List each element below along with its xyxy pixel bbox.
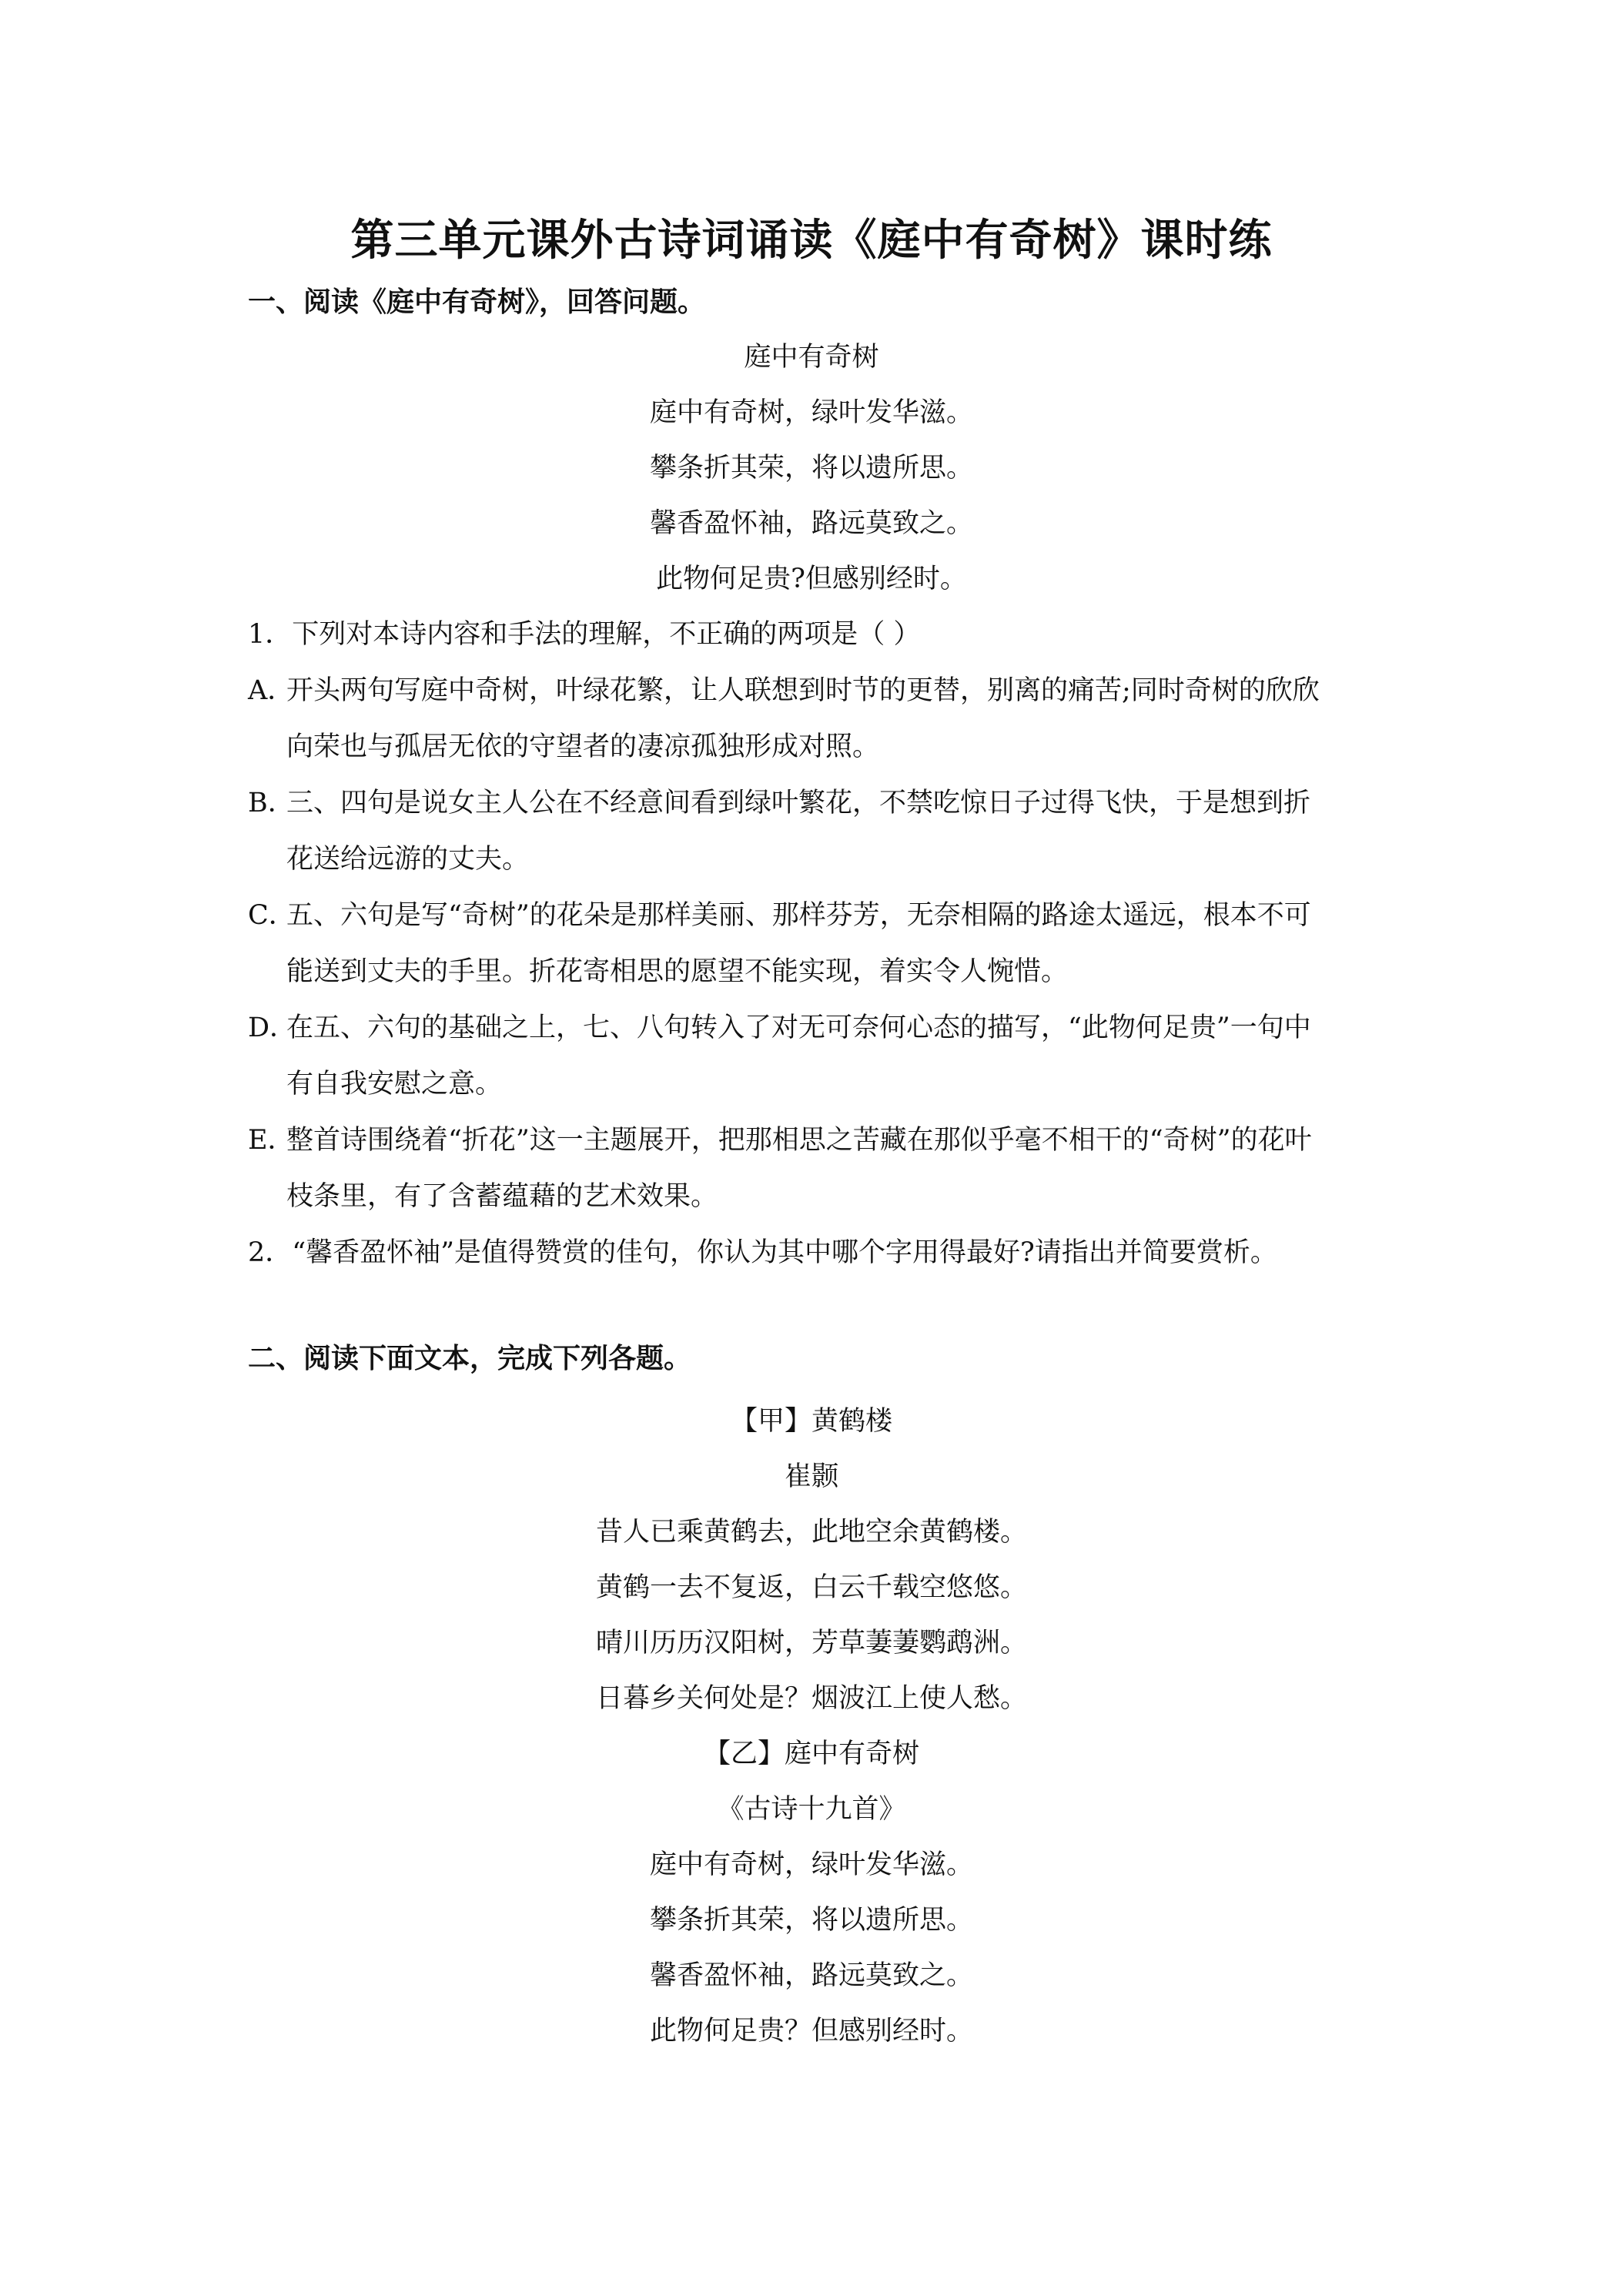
poem-line: 黄鹤一去不复返，白云千载空悠悠。 [595, 1572, 1027, 1603]
poem-line: 此物何足贵?但感别经时。 [656, 564, 967, 594]
poem-line: 昔人已乘黄鹤去，此地空余黄鹤楼。 [595, 1517, 1027, 1548]
option-text: 三、四句是说女主人公在不经意间看到绿叶繁花，不禁吃惊日子过得飞快，于是想到折 [286, 788, 1311, 818]
poem-line: 馨香盈怀袖，路远莫致之。 [649, 508, 973, 539]
option-label: D． [248, 1012, 297, 1043]
poem-line: 馨香盈怀袖，路远莫致之。 [649, 1960, 973, 1991]
poem-line: 日暮乡关何处是？烟波江上使人愁。 [595, 1683, 1027, 1714]
option-text-cont: 向荣也与孤居无依的守望者的凄凉孤独形成对照。 [286, 731, 880, 762]
poem-b [0, 1726, 1623, 2059]
poem-title: 【乙】庭中有奇树 [703, 1739, 919, 1769]
section1-heading: 一、阅读《庭中有奇树》，回答问题。 [248, 286, 706, 318]
option-text-cont: 能送到丈夫的手里。折花寄相思的愿望不能实现，着实令人惋惜。 [286, 956, 1069, 987]
option-a [248, 663, 1387, 775]
poem-line: 庭中有奇树，绿叶发华滋。 [649, 397, 973, 428]
poem-line: 庭中有奇树，绿叶发华滋。 [649, 1849, 973, 1880]
option-text-cont: 花送给远游的丈夫。 [286, 844, 530, 875]
option-text: 整首诗围绕着“折花”这一主题展开，把那相思之苦藏在那似乎毫不相干的“奇树”的花叶 [286, 1125, 1312, 1156]
option-text-cont: 有自我安慰之意。 [286, 1069, 503, 1099]
option-e [248, 1113, 1387, 1225]
poem-title: 庭中有奇树 [744, 342, 879, 373]
poem-a [0, 1394, 1623, 1726]
option-text: 五、六句是写“奇树”的花朵是那样美丽、那样芬芳，无奈相隔的路途太遥远，根本不可 [286, 900, 1311, 931]
section2-heading: 二、阅读下面文本，完成下列各题。 [248, 1342, 692, 1374]
option-text: 在五、六句的基础之上，七、八句转入了对无可奈何心态的描写，“此物何足贵”一句中 [286, 1012, 1311, 1043]
option-text-cont: 枝条里，有了含蓄蕴藉的艺术效果。 [286, 1181, 718, 1212]
option-label: E． [248, 1125, 295, 1156]
section1-poem [0, 330, 1623, 607]
poem-author: 崔颢 [784, 1461, 838, 1492]
option-text: 开头两句写庭中奇树，叶绿花繁，让人联想到时节的更替，别离的痛苦;同时奇树的欣欣 [286, 675, 1320, 706]
poem-title: 【甲】黄鹤楼 [730, 1406, 892, 1437]
option-label: B． [248, 788, 295, 818]
option-c [248, 888, 1387, 1000]
option-label: A． [248, 675, 295, 706]
option-b [248, 775, 1387, 888]
poem-line: 晴川历历汉阳树，芳草萋萋鹦鹉洲。 [595, 1628, 1027, 1658]
option-label: C． [248, 900, 296, 931]
poem-source: 《古诗十九首》 [717, 1794, 906, 1825]
poem-line: 攀条折其荣，将以遗所思。 [649, 1905, 973, 1936]
option-d [248, 1000, 1387, 1113]
question-2-stem: 2．“馨香盈怀袖”是值得赞赏的佳句，你认为其中哪个字用得最好?请指出并简要赏析。 [248, 1237, 1277, 1268]
poem-line: 攀条折其荣，将以遗所思。 [649, 453, 973, 484]
page-title: 第三单元课外古诗词诵读《庭中有奇树》课时练 [350, 215, 1273, 266]
question-1-stem: 1．下列对本诗内容和手法的理解，不正确的两项是（ ） [248, 619, 921, 650]
poem-line: 此物何足贵？但感别经时。 [649, 2016, 973, 2047]
